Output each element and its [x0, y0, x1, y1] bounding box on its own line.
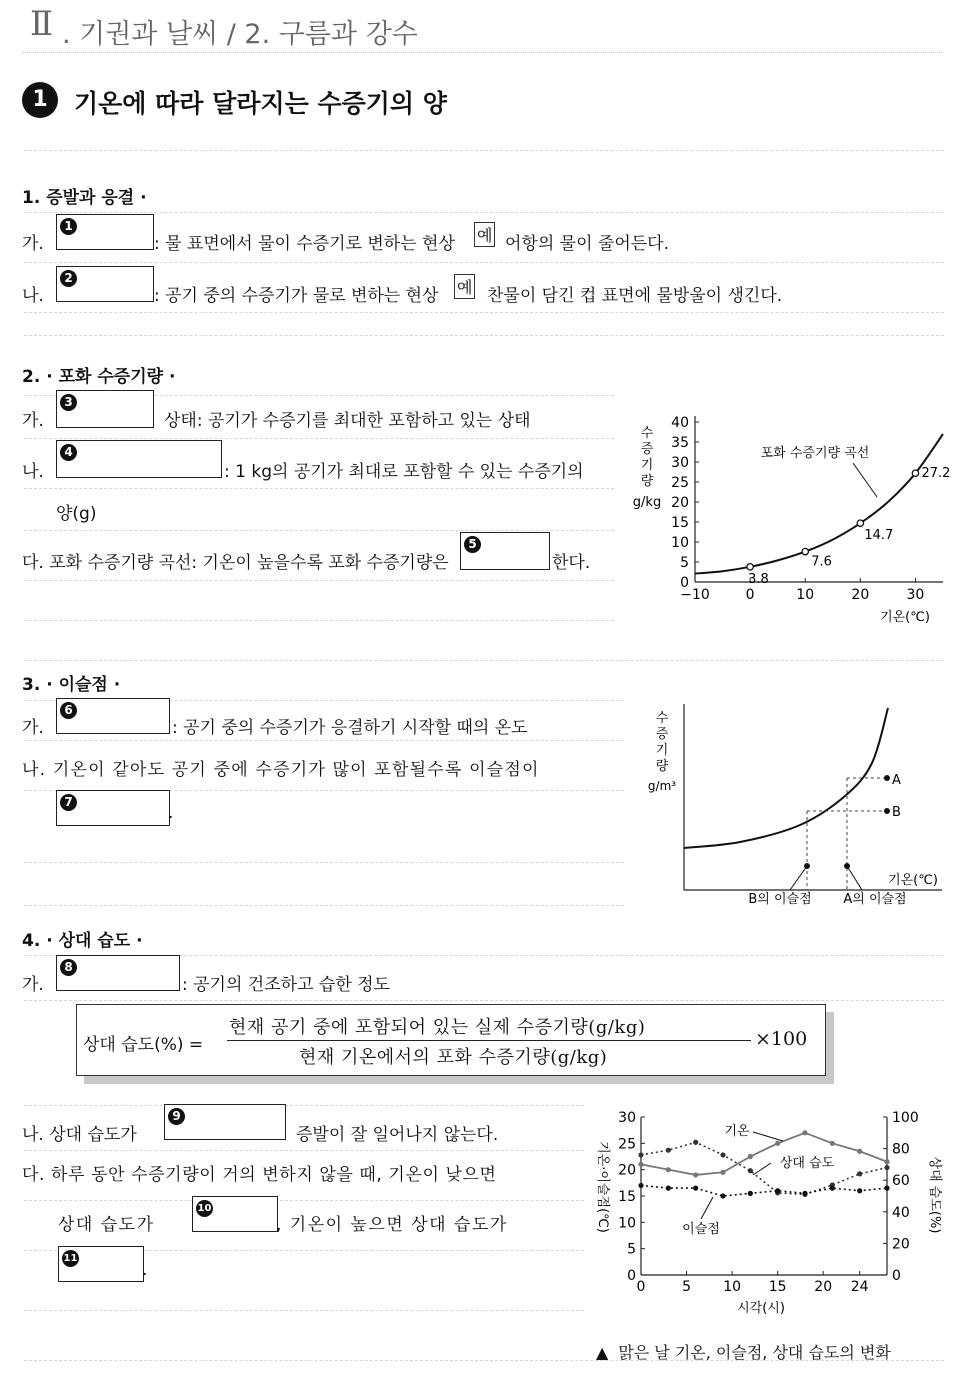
section-heading-saturation: 2. · 포화 수증기량 · [22, 367, 176, 387]
relative-humidity-formula [76, 1004, 826, 1076]
rule-line [24, 580, 614, 581]
rule-line [24, 335, 944, 336]
dewpoint-description: 나. 기온이 같아도 공기 중에 수증기가 많이 포함될수록 이슬점이 [22, 760, 540, 780]
definition-text: : 공기의 건조하고 습한 정도 [182, 975, 390, 995]
chart1-ylabel-1: 수 [640, 426, 654, 441]
chart2-leader-A [847, 866, 862, 890]
dewpoint-description-suffix: . [168, 803, 174, 823]
item-prefix: 가. [22, 718, 44, 738]
saturation-vapor-curve-chart [625, 405, 951, 630]
chart3-series-label-temp: 기온 [724, 1124, 750, 1139]
chart1-xlabel: 기온(℃) [880, 610, 930, 625]
chart1-data-label: 27.2 [921, 466, 951, 482]
chart3-point-temperature [720, 1170, 725, 1175]
chart3-point-temperature [775, 1141, 780, 1146]
blank-number-badge: 11 [62, 1250, 79, 1267]
blank-number-badge: 3 [60, 394, 77, 411]
chart3-point-temperature [666, 1167, 671, 1172]
chart3-ylabel-right: 상대 습도(%) [927, 1156, 942, 1234]
definition-text: : 공기 중의 수증기가 물로 변하는 현상 [154, 286, 439, 306]
daily-change-text-cont: , 기온이 높으면 상대 습도가 [276, 1215, 508, 1235]
chart3-leader-humidity [753, 1163, 771, 1175]
rule-line [24, 150, 944, 151]
answer-blank-5[interactable] [460, 532, 550, 570]
chart1-ylabel-5: g/kg [632, 495, 662, 510]
chart1-data-point [802, 548, 808, 554]
answer-blank-4[interactable] [56, 440, 222, 478]
section-heading-dewpoint: 3. · 이슬점 · [22, 675, 121, 695]
chart2-curve [684, 708, 888, 848]
definition-text-cont: 양(g) [56, 504, 97, 524]
topic-title: 기온에 따라 달라지는 수증기의 양 [74, 89, 447, 118]
answer-blank-8[interactable] [56, 955, 180, 991]
item-prefix: 가. [22, 975, 44, 995]
chart1-y-tick-label: 0 [680, 575, 689, 591]
definition-text: : 물 표면에서 물이 수증기로 변하는 현상 [154, 234, 455, 254]
chart3-point-temperature [802, 1130, 807, 1135]
blank-number-badge: 5 [464, 536, 481, 553]
caption-triangle-icon: ▲ [596, 1343, 609, 1362]
chart3-right-tick-label: 60 [892, 1173, 910, 1190]
chart2-ylabel-3: 기 [655, 743, 669, 758]
chart3-right-tick-label: 0 [892, 1268, 901, 1284]
chapter-title: . 기권과 날씨 / 2. 구름과 강수 [62, 19, 418, 50]
chart3-right-tick-label: 40 [892, 1204, 910, 1221]
blank-number-badge: 4 [60, 444, 77, 461]
rule-line [24, 312, 944, 313]
chart3-line-temperature [641, 1133, 887, 1175]
humidity-description-suffix: 증발이 잘 일어나지 않는다. [296, 1125, 499, 1145]
definition-text: : 1 kg의 공기가 최대로 포함할 수 있는 수증기의 [224, 462, 584, 482]
rule-line [24, 1000, 944, 1001]
daily-change-description: 다. 하루 동안 수증기량이 거의 변하지 않을 때, 기온이 낮으면 [22, 1165, 497, 1185]
rule-line [24, 620, 614, 621]
rule-line [24, 862, 624, 863]
chapter-roman: Ⅱ [30, 4, 54, 44]
header-rule [22, 52, 942, 53]
chart3-line-dewpoint [641, 1185, 887, 1196]
chart2-annotation-B: B의 이슬점 [748, 892, 812, 907]
rule-line [24, 530, 614, 531]
example-text: 어항의 물이 줄어든다. [505, 234, 670, 254]
chart3-x-tick-label: 0 [636, 1279, 646, 1295]
chart3-xlabel: 시각(시) [737, 1301, 785, 1316]
chart3-point-humidity [748, 1168, 753, 1173]
answer-blank-1[interactable] [56, 214, 154, 250]
chart1-ylabel-4: 량 [640, 474, 654, 489]
rule-line [24, 1105, 584, 1106]
chart3-point-humidity [884, 1165, 889, 1170]
chart3-point-temperature [830, 1141, 835, 1146]
daily-variation-chart [585, 1105, 955, 1320]
chart3-leader-dewpoint [701, 1197, 713, 1219]
chart2-ylabel-4: 량 [655, 759, 669, 774]
chart1-ylabel-2: 증 [640, 442, 654, 457]
answer-blank-7[interactable] [56, 790, 170, 826]
rule-line [24, 1150, 584, 1151]
chart3-left-tick-label: 10 [618, 1215, 636, 1232]
chart1-x-tick-label: 10 [796, 587, 815, 603]
chart1-x-tick-label: 0 [745, 587, 755, 603]
chart3-left-tick-label: 0 [627, 1268, 636, 1284]
chart3-x-tick-label: 24 [850, 1279, 869, 1295]
chart3-point-dewpoint [857, 1188, 862, 1193]
chart1-data-label: 3.8 [748, 571, 769, 587]
item-prefix: 가. [22, 234, 44, 254]
section-heading-evaporation: 1. 증발과 응결 · [22, 188, 147, 208]
dewpoint-schematic-chart [640, 700, 950, 915]
chart3-point-dewpoint [748, 1191, 753, 1196]
chart2-marker-B-label: B [892, 805, 901, 820]
chart1-x-tick-label: 20 [851, 587, 870, 603]
chart2-point-A [884, 775, 890, 781]
formula-label: 상대 습도(%) = [83, 1035, 204, 1055]
example-tag: 예 [454, 274, 475, 299]
answer-blank-9[interactable] [164, 1104, 286, 1140]
page-header [0, 0, 965, 52]
chart2-annotation-A: A의 이슬점 [843, 892, 907, 907]
rule-line [24, 1200, 584, 1201]
rule-line [24, 488, 614, 489]
chart1-y-tick-label: 35 [671, 435, 689, 451]
chart2-xlabel: 기온(℃) [888, 873, 938, 888]
curve-description-suffix: 한다. [552, 553, 591, 573]
answer-blank-2[interactable] [56, 266, 154, 302]
chart3-point-humidity [693, 1140, 698, 1145]
chart1-y-tick-label: 30 [671, 455, 689, 471]
item-prefix: 나. [22, 286, 44, 306]
chart3-x-tick-label: 5 [682, 1279, 692, 1295]
blank-number-badge: 1 [60, 218, 77, 235]
chart3-x-tick-label: 20 [814, 1279, 833, 1295]
chart3-left-tick-label: 5 [627, 1241, 636, 1258]
chart1-x-tick-label: −10 [680, 587, 710, 603]
chart3-point-temperature [693, 1172, 698, 1177]
example-tag: 예 [474, 222, 495, 247]
chart2-marker-A-label: A [892, 773, 901, 788]
blank-number-badge: 10 [196, 1200, 213, 1217]
chart1-y-tick-label: 5 [680, 555, 689, 571]
chart3-point-humidity [857, 1171, 862, 1176]
chart3-point-dewpoint [775, 1188, 780, 1193]
chart3-point-dewpoint [638, 1183, 643, 1188]
blank-number-badge: 2 [60, 270, 77, 287]
item-prefix: 나. [22, 462, 44, 482]
chart3-series-label-dew: 이슬점 [682, 1222, 720, 1237]
chart2-ylabel-5: g/m³ [647, 779, 677, 793]
daily-change-text: 상대 습도가 [58, 1215, 155, 1235]
chart3-series-label-rh: 상대 습도 [779, 1156, 835, 1171]
chart3-left-tick-label: 25 [618, 1136, 636, 1153]
answer-blank-3[interactable] [56, 390, 154, 428]
chart2-leader-B [790, 866, 807, 890]
example-text: 찬물이 담긴 컵 표면에 물방울이 생긴다. [487, 286, 783, 306]
chart3-left-tick-label: 20 [618, 1162, 636, 1179]
item-prefix: 가. [22, 411, 44, 431]
chart3-left-tick-label: 30 [618, 1110, 636, 1126]
chart1-y-tick-label: 10 [671, 535, 689, 551]
chart1-x-tick-label: 30 [906, 587, 925, 603]
blank-number-badge: 6 [60, 702, 77, 719]
chart3-x-tick-label: 10 [723, 1279, 742, 1295]
formula-multiplier: ×100 [755, 1028, 808, 1050]
blank-number-badge: 9 [168, 1108, 185, 1125]
chart3-right-tick-label: 80 [892, 1141, 910, 1158]
chart3-caption [596, 1340, 891, 1363]
daily-change-suffix: . [142, 1260, 148, 1280]
chart3-leader-temperature [753, 1132, 783, 1141]
rule-line [24, 262, 944, 263]
rule-line [24, 905, 624, 906]
chart3-point-dewpoint [666, 1186, 671, 1191]
chart1-data-point [747, 564, 753, 570]
chart1-title-leader [853, 463, 877, 497]
chart3-point-humidity [720, 1152, 725, 1157]
chart3-point-dewpoint [830, 1186, 835, 1191]
chart1-title: 포화 수증기량 곡선 [760, 446, 870, 461]
definition-text: 상태: 공기가 수증기를 최대한 포함하고 있는 상태 [164, 411, 531, 431]
chart2-ylabel-2: 증 [655, 727, 669, 742]
rule-line [24, 740, 624, 741]
chart3-point-humidity [666, 1148, 671, 1153]
section-heading-relative-humidity: 4. · 상대 습도 · [22, 931, 143, 951]
chart1-ylabel-3: 기 [640, 458, 654, 473]
rule-line [24, 212, 944, 213]
curve-description: 다. 포화 수증기량 곡선: 기온이 높을수록 포화 수증기량은 [22, 553, 449, 573]
chart1-data-point [912, 470, 918, 476]
formula-denominator: 현재 기온에서의 포화 수증기량(g/kg) [299, 1047, 608, 1068]
chart1-data-label: 14.7 [864, 528, 894, 544]
humidity-description: 나. 상대 습도가 [22, 1125, 137, 1145]
chart3-point-dewpoint [802, 1191, 807, 1196]
chart3-left-tick-label: 15 [618, 1189, 636, 1205]
chart3-x-tick-label: 15 [768, 1279, 787, 1295]
blank-number-badge: 8 [60, 959, 77, 976]
chart1-y-tick-label: 20 [671, 495, 689, 511]
rule-line [24, 660, 944, 661]
chart1-data-label: 7.6 [811, 554, 832, 570]
chart1-y-tick-label: 15 [671, 515, 689, 531]
chart3-point-humidity [638, 1152, 643, 1157]
chart1-y-tick-label: 25 [671, 475, 689, 491]
answer-blank-10[interactable] [192, 1196, 278, 1232]
chart3-point-dewpoint [693, 1186, 698, 1191]
answer-blank-11[interactable] [58, 1246, 144, 1282]
caption-text: 맑은 날 기온, 이슬점, 상대 습도의 변화 [618, 1343, 891, 1362]
blank-number-badge: 7 [60, 794, 77, 811]
chart3-point-dewpoint [720, 1193, 725, 1198]
rule-line [24, 438, 614, 439]
chart3-point-dewpoint [884, 1186, 889, 1191]
chart1-y-tick-label: 40 [671, 415, 689, 431]
chart3-point-temperature [857, 1149, 862, 1154]
formula-fraction-bar [227, 1040, 751, 1041]
chart2-point-B [884, 808, 890, 814]
chart1-data-point [857, 520, 863, 526]
chart3-ylabel-left: 기온·이슬점(℃) [595, 1141, 610, 1233]
chart3-point-temperature [638, 1162, 643, 1167]
formula-numerator: 현재 공기 중에 포함되어 있는 실제 수증기량(g/kg) [229, 1017, 646, 1038]
chart3-point-temperature [748, 1154, 753, 1159]
chart3-right-tick-label: 20 [892, 1236, 910, 1253]
definition-text: : 공기 중의 수증기가 응결하기 시작할 때의 온도 [172, 718, 528, 738]
rule-line [24, 1310, 584, 1311]
chart2-ylabel-1: 수 [655, 711, 669, 726]
chart3-point-temperature [884, 1159, 889, 1164]
topic-badge: 1 [22, 82, 58, 118]
chart3-right-tick-label: 100 [892, 1110, 919, 1126]
answer-blank-6[interactable] [56, 698, 170, 734]
